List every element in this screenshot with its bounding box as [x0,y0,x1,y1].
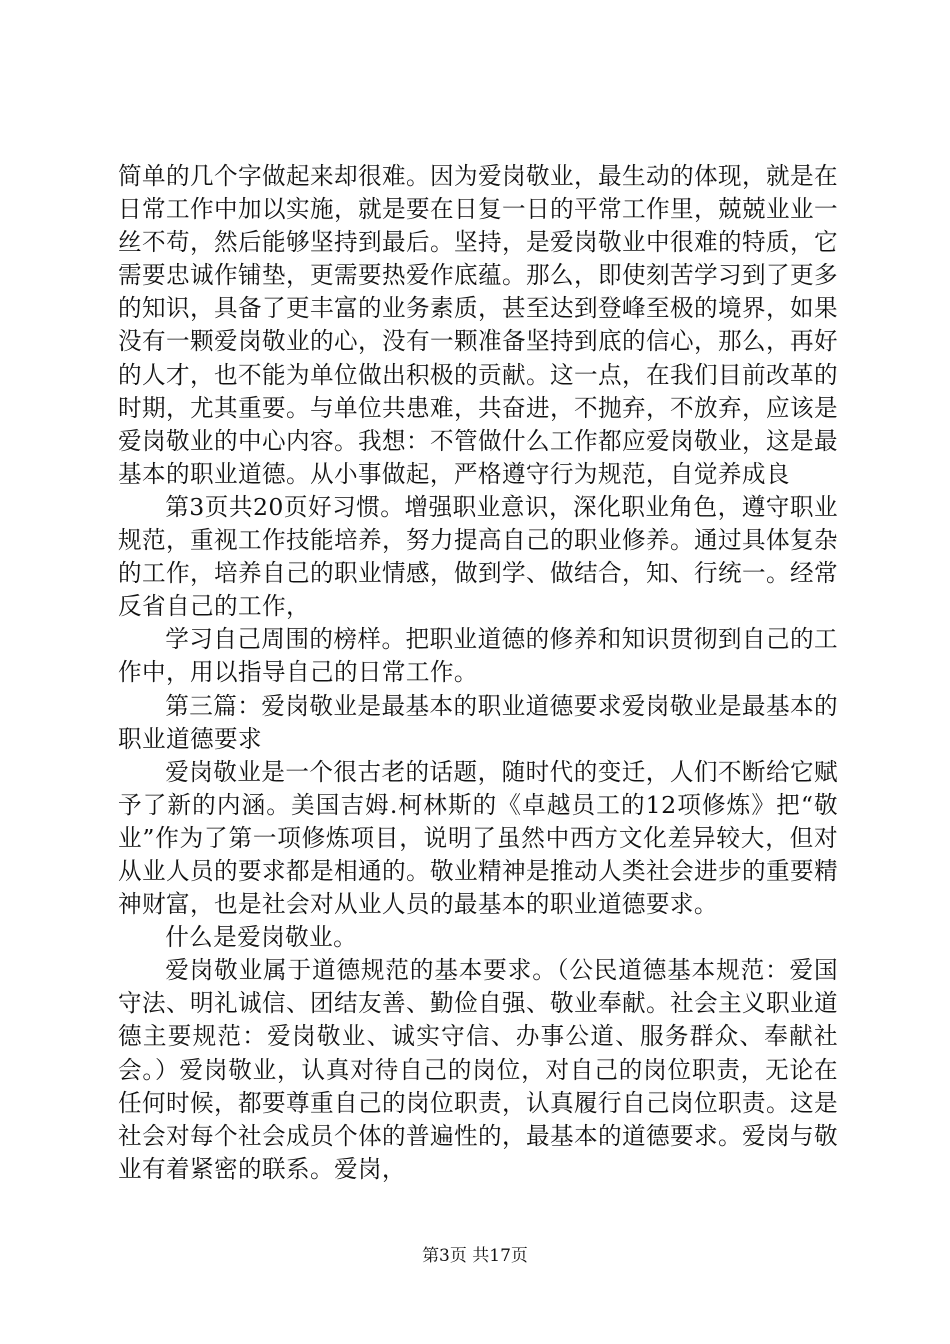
paragraph-continuation: 简单的几个字做起来却很难。因为爱岗敬业，最生动的体现，就是在日常工作中加以实施，就是要在日复一日的平常工作里，兢兢业业一丝不苟，然后能够坚持到最后。坚持，是爱岗敬业中很难的特质，它需要忠诚作铺垫，更需要热爱作底蕴。那么，即使刻苦学习到了更多的知识，具备了更丰富的业务素质，甚至达到登峰至极的境界，如果没有一颗爱岗敬业的心，没有一颗准备坚持到底的信心，那么，再好的人才，也不能为单位做出积极的贡献。这一点，在我们目前改革的时期，尤其重要。与单位共患难，共奋进，不抛弃，不放弃，应该是爱岗敬业的中心内容。我想：不管做什么工作都应爱岗敬业，这是最基本的职业道德。从小事做起，严格遵守行为规范，自觉养成良 [118,162,838,488]
page-footer [0,1245,950,1267]
paragraph: 爱岗敬业属于道德规范的基本要求。（公民道德基本规范：爱国守法、明礼诚信、团结友善、勤俭自强、敬业奉献。社会主义职业道德主要规范：爱岗敬业、诚实守信、办事公道、服务群众、奉献社会。）爱岗敬业，认真对待自己的岗位，对自己的岗位职责，无论在任何时候，都要尊重自己的岗位职责，认真履行自己岗位职责。这是社会对每个社会成员个体的普遍性的，最基本的道德要求。爱岗与敬业有着紧密的联系。爱岗， [118,956,838,1183]
section-heading: 第三篇：爱岗敬业是最基本的职业道德要求爱岗敬业是最基本的职业道德要求 [118,691,838,753]
document-body [118,160,838,1186]
paragraph: 学习自己周围的榜样。把职业道德的修养和知识贯彻到自己的工作中，用以指导自己的日常工作。 [118,625,838,687]
page-number-label: 第3页 共17页 [422,1246,528,1266]
paragraph: 爱岗敬业是一个很古老的话题，随时代的变迁，人们不断给它赋予了新的内涵。美国吉姆.柯林斯的《卓越员工的12项修炼》把“敬业”作为了第一项修炼项目，说明了虽然中西方文化差异较大，但对从业人员的要求都是相通的。敬业精神是推动人类社会进步的重要精神财富，也是社会对从业人员的最基本的职业道德要求。 [118,757,838,919]
paragraph: 第3页共20页好习惯。增强职业意识，深化职业角色，遵守职业规范，重视工作技能培养，努力提高自己的职业修养。通过具体复杂的工作，培养自己的职业情感，做到学、做结合，知、行统一。经常反省自己的工作， [118,492,838,621]
paragraph: 什么是爱岗敬业。 [165,923,358,952]
